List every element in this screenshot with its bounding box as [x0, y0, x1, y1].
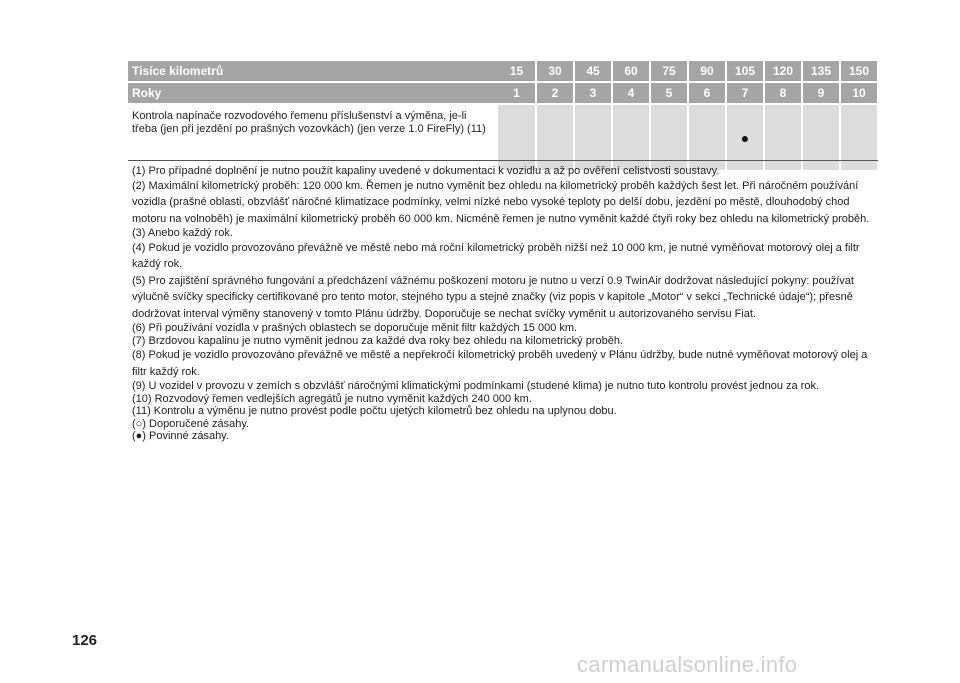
km-cell: 135 [802, 61, 840, 82]
footnote: (9) U vozidel v provozu v zemích s obzvlášť náročnými klimatickými podmínkami (studené klima) je nutno tuto kontrolu provést jednou za rok. [132, 380, 820, 392]
km-cell: 120 [764, 61, 802, 82]
year-cell: 8 [764, 82, 802, 104]
header-row-years [128, 82, 878, 104]
footnote: (3) Anebo každý rok. [132, 227, 233, 239]
km-cell: 30 [536, 61, 574, 82]
header-years-label: Roky [128, 82, 498, 104]
year-cell: 2 [536, 82, 574, 104]
year-cell: 10 [840, 82, 878, 104]
footnote: (4) Pokud je vozidlo provozováno převážně ve městě nebo má roční kilometrický proběh nižší než 10 000 km, je nutné vyměňovat motorový olej a filtr každý rok. [132, 241, 860, 270]
km-cell: 45 [574, 61, 612, 82]
footnote: (11) Kontrolu a výměnu je nutno provést podle počtu ujetých kilometrů bez ohledu na uplynou dobu. [132, 405, 617, 417]
row-description: Kontrola napínače rozvodového řemenu příslušenství a výměna, je-li třeba (jen při jezdění po prašných vozovkách) (jen verze 1.0 FireFly) (11) [128, 104, 498, 170]
km-cell: 15 [498, 61, 536, 82]
year-cell: 1 [498, 82, 536, 104]
km-cell: 75 [650, 61, 688, 82]
header-row-km [128, 61, 878, 82]
legend-mandatory: (●) Povinné zásahy. [132, 430, 229, 442]
legend-recommended: (○) Doporučené zásahy. [132, 417, 250, 430]
year-cell: 3 [574, 82, 612, 104]
year-cell: 5 [650, 82, 688, 104]
footnote: (10) Rozvodový řemen vedlejších agregátů je nutno vyměnit každých 240 000 km. [132, 392, 532, 405]
maintenance-schedule-table [128, 61, 879, 170]
year-cell: 4 [612, 82, 650, 104]
footnote: (2) Maximální kilometrický proběh: 120 000 km. Řemen je nutno vyměnit bez ohledu na kilometrický proběh každých šest let. Při náročném používání vozidla (prašné oblasti, obzvlášť náročné klimatizace podmínky, velmi nízké nebo vysoké teploty po delší dobu, jezdění po městě, dlouhodobý chod motoru na volnoběh) je maximální kilometrický proběh 60 000 km. Nicméně řemen je nutno vyměnit každé čtyři roky bez ohledu na kilometrický proběh. [132, 179, 870, 225]
page-number: 126 [72, 632, 98, 649]
table-bottom-rule [128, 160, 878, 161]
km-cell: 90 [688, 61, 726, 82]
km-cell: 60 [612, 61, 650, 82]
header-km-label: Tisíce kilometrů [128, 61, 498, 82]
footnote: (5) Pro zajištění správného fungování a předcházení vážnému poškození motoru je nutno u verzí 0.9 TwinAir dodržovat následující pokyny: používat výlučně svíčky specificky certifikované pro tento motor, stejného typu a stejné značky (viz popis v kapitole „Motor“ v sekci „Technické údaje“); přesně dodržovat interval výměny stanovený v tomto Plánu údržby. Doporučuje se nechat svíčky vyměnit u autorizovaného servisu Fiat. [132, 274, 854, 320]
footnote: (6) Při používání vozidla v prašných oblastech se doporučuje měnit filtr každých 15 000 km. [132, 322, 578, 334]
footnote: (1) Pro případné doplnění je nutno použít kapaliny uvedené v dokumentaci k vozidlu a až po ověření celistvosti soustavy. [132, 165, 720, 177]
km-cell: 105 [726, 61, 764, 82]
footnote: (7) Brzdovou kapalinu je nutno vyměnit jednou za každé dva roky bez ohledu na kilometrický proběh. [132, 334, 623, 347]
interval-mark-mandatory: ● [726, 104, 764, 170]
year-cell: 9 [802, 82, 840, 104]
footnote: (8) Pokud je vozidlo provozováno převážně ve městě a nepřekročí kilometrický proběh uvedený v Plánu údržby, bude nutné vyměňovat motorový olej a filtr každý rok. [132, 349, 868, 378]
year-cell: 6 [688, 82, 726, 104]
year-cell: 7 [726, 82, 764, 104]
km-cell: 150 [840, 61, 878, 82]
footnotes [132, 165, 882, 443]
watermark: carmanualsonline.info [577, 652, 798, 677]
